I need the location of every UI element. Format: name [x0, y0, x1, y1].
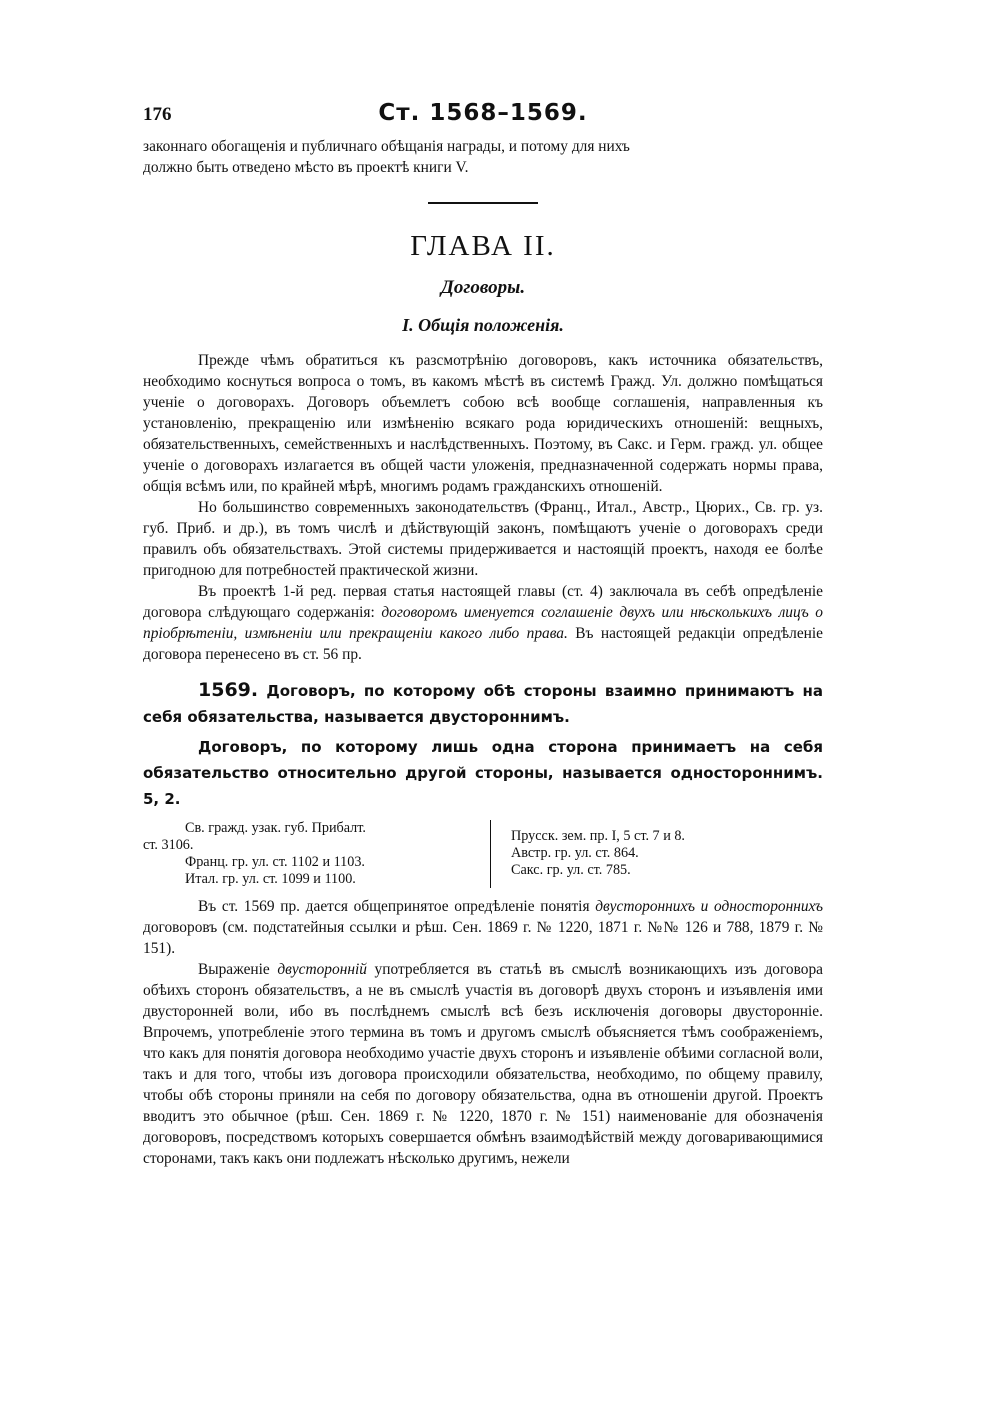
paragraph-3-tail: Въ настоящей редакціи опредѣленіе договора перенесено въ ст. 56 пр. [143, 625, 823, 663]
article-number: 1569. [198, 679, 259, 701]
paragraph-3 [143, 581, 823, 665]
page-number: 176 [143, 104, 172, 125]
reference-line: Австр. гр. ул. ст. 864. [511, 845, 639, 861]
term-italic: двустороннихъ и одностороннихъ [595, 898, 823, 915]
page [143, 96, 823, 1169]
paragraph-4-tail: договоровъ (см. подстатейныя ссылки и рѣш. Сен. 1869 г. № 1220, 1871 г. №№ 126 и 788, 1879 г. № 151). [143, 919, 823, 957]
paragraph-3-text: Въ проектѣ 1-й ред. первая статья настоящей главы (ст. 4) заключала въ себѣ опредѣленіе договора слѣдующаго содержанія: [143, 583, 823, 621]
section-heading: I. Общія положенія. [402, 315, 564, 335]
chapter-subtitle: Договоры. [440, 277, 526, 298]
paragraph-4-text: Въ ст. 1569 пр. дается общепринятое опредѣленіе понятія [198, 898, 596, 915]
paragraph-4 [143, 896, 823, 959]
reference-line: Прусск. зем. пр. I, 5 ст. 7 и 8. [511, 828, 685, 844]
paragraph-5-text: Выраженіе [198, 961, 278, 978]
references [143, 820, 823, 888]
term-italic: двусторонній [277, 961, 367, 978]
page-header [143, 96, 823, 136]
paragraph-5-tail: употребляется въ статьѣ въ смыслѣ возникающихъ изъ договора обѣихъ сторонъ обязательствъ, а не въ смыслѣ участія въ договорѣ двухъ сторонъ и изъявленія ими двусторонней воли, ибо въ послѣднемъ смыслѣ всѣ безъ исключенія договоры двусторонніе. Впрочемъ, употребленіе этого термина въ томъ и другомъ смыслѣ объясняется тѣмъ соображеніемъ, что какъ для понятія договора необходимо участіе двухъ сторонъ и изъявленіе обѣими согласной воли, такъ и для того, чтобы изъ договора происходили обязательства, необходимо, по общему правилу, чтобы обѣ стороны приняли на себя по договору обязательства, одна въ отношеніи другой. Проектъ вводитъ это обычное (рѣш. Сен. 1869 г. № 1220, 1870 г. № 151) наименованіе для обозначенія договоровъ, посредствомъ которыхъ совершается обмѣнъ взаимодѣйствій между договаривающимися сторонами, такъ какъ они подлежатъ нѣсколько другимъ, нежели [143, 961, 823, 1167]
intro-line-2: должно быть отведено мѣсто въ проектѣ книги V. [143, 159, 469, 176]
reference-line: Франц. гр. ул. ст. 1102 и 1103. [185, 854, 365, 870]
chapter-title: ГЛАВА II. [410, 230, 556, 262]
running-title: Ст. 1568–1569. [378, 100, 588, 126]
paragraph-5 [143, 959, 823, 1169]
paragraph-1: Прежде чѣмъ обратиться къ разсмотрѣнію договоровъ, какъ источника обязательствъ, необходимо коснуться вопроса о томъ, въ какомъ мѣстѣ въ системѣ Гражд. Ул. должно помѣщаться ученіе о договорахъ. Договоръ объемлетъ собою всѣ вообще соглашенія, направленныя къ установленію, прекращенію или измѣненію всякаго рода юридическихъ отношеній: вещныхъ, обязательственныхъ, семейственныхъ и наслѣдственныхъ. Поэтому, въ Сакс. и Герм. гражд. ул. общее ученіе о договорахъ излагается въ общей части уложенія, предназначенной содержать нормы права, общія всѣмъ или, по крайней мѣрѣ, многимъ родамъ гражданскихъ отношеній. [143, 352, 823, 495]
section-divider [428, 202, 538, 204]
intro-paragraph [143, 136, 823, 178]
reference-line: Итал. гр. ул. ст. 1099 и 1100. [185, 871, 356, 887]
references-left [143, 820, 491, 888]
reference-line: Сакс. гр. ул. ст. 785. [511, 862, 631, 878]
article-text-2: Договоръ, по которому лишь одна сторона принимаетъ на себя обязательство относительно другой стороны, называется одностороннимъ. 5, 2. [143, 738, 823, 808]
reference-line: ст. 3106. [143, 837, 194, 853]
article-text-1 [143, 677, 823, 730]
definition-quote: договоромъ именуется соглашеніе двухъ или нѣсколькихъ лицъ о пріобрѣтеніи, измѣненіи или прекращеніи какого либо права. [143, 604, 823, 642]
intro-line-1: законнаго обогащенія и публичнаго обѣщанія награды, и потому для нихъ [143, 138, 630, 155]
paragraph-2: Но большинство современныхъ законодательствъ (Франц., Итал., Австр., Цюрих., Св. гр. уз. губ. Приб. и др.), въ томъ числѣ и дѣйствующій законъ, помѣщаютъ ученіе о договорахъ среди правилъ объ обязательствахъ. Этой системы придерживается и настоящій проектъ, находя ее болѣе пригодною для потребностей практической жизни. [143, 499, 823, 579]
article-body-1: Договоръ, по которому обѣ стороны взаимно принимаютъ на себя обязательства, называется двустороннимъ. [143, 682, 823, 726]
reference-line: Св. гражд. узак. губ. Прибалт. [185, 820, 366, 836]
references-right [491, 820, 685, 888]
